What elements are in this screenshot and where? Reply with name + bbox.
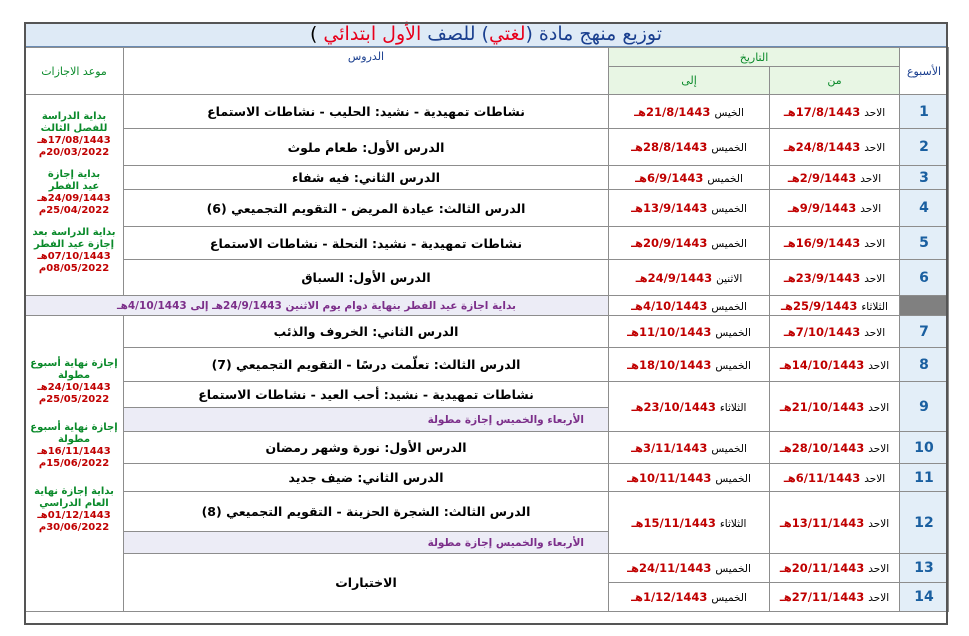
table-row: [25, 190, 949, 227]
lesson: نشاطات تمهيدية - نشيد: الحليب - نشاطات الاستماع: [124, 95, 609, 129]
from-date: الاحد9/9/1443هـ: [770, 190, 900, 227]
to-date: الخميس13/9/1443هـ: [609, 190, 770, 227]
from-date: الاحد16/9/1443هـ: [770, 227, 900, 260]
title-grade: الأول ابتدائي: [323, 23, 422, 45]
extended-holiday-note: الأربعاء والخميس إجازة مطولة: [124, 408, 609, 432]
from-date: الاحد14/10/1443هـ: [770, 348, 900, 382]
title-part3: ): [309, 23, 324, 45]
week-number: 3: [900, 166, 949, 190]
to-date: الخميس24/11/1443هـ: [609, 554, 770, 583]
week-number: 1: [900, 95, 949, 129]
table-row: [25, 432, 949, 464]
from-date: الاحد27/11/1443هـ: [770, 583, 900, 612]
to-date: الاثنين24/9/1443هـ: [609, 260, 770, 296]
from-date: الاحد23/9/1443هـ: [770, 260, 900, 296]
to-date: الخميس10/11/1443هـ: [609, 464, 770, 492]
header-vacations: موعد الاجازات: [25, 48, 124, 95]
lesson: الدرس الثالث: الشجرة الحزينة - التقويم التجميعي (8): [124, 492, 609, 532]
vacation-entry: بداية الدراسة بعد إجازة عيد الفطر 07/10/1443هـ 08/05/2022م: [32, 227, 116, 274]
table-row: [25, 348, 949, 382]
table-row: [25, 316, 949, 348]
week-number: 10: [900, 432, 949, 464]
week-number: 2: [900, 129, 949, 166]
week-number: 12: [900, 492, 949, 554]
from-date: الاحد20/11/1443هـ: [770, 554, 900, 583]
vacation-entry: بداية إجازة نهاية العام الدراسي 01/12/1443هـ 30/06/2022م: [34, 486, 114, 533]
lesson: الدرس الثالث: تعلّمت درسًا - التقويم التجميعي (7): [124, 348, 609, 382]
header-to: إلى: [609, 67, 770, 95]
title-subject: لغتي: [488, 23, 526, 45]
week-number: 7: [900, 316, 949, 348]
table-row: [25, 129, 949, 166]
week-number: 13: [900, 554, 949, 583]
from-date: الاحد21/10/1443هـ: [770, 382, 900, 432]
title-part1: توزيع منهج مادة (: [525, 23, 663, 45]
from-date: الاحد7/10/1443هـ: [770, 316, 900, 348]
table-row: [25, 464, 949, 492]
from-date: الاحد17/8/1443هـ: [770, 95, 900, 129]
to-date: الخميس6/9/1443هـ: [609, 166, 770, 190]
table-row: [25, 382, 949, 408]
to-date: الخميس18/10/1443هـ: [609, 348, 770, 382]
break-from-date: الثلاثاء25/9/1443هـ: [770, 296, 900, 316]
vacation-entry: بداية إجازة عيد الفطر 24/09/1443هـ 25/04/2022م: [37, 169, 111, 216]
week-number: 5: [900, 227, 949, 260]
week-number: 8: [900, 348, 949, 382]
week-number: 14: [900, 583, 949, 612]
from-date: الاحد6/11/1443هـ: [770, 464, 900, 492]
lesson: الدرس الأول: السباق: [124, 260, 609, 296]
to-date: الخميس1/12/1443هـ: [609, 583, 770, 612]
header-from: من: [770, 67, 900, 95]
table-row: [25, 227, 949, 260]
week-number: 9: [900, 382, 949, 432]
lesson: نشاطات تمهيدية - نشيد: النحلة - نشاطات الاستماع: [124, 227, 609, 260]
lesson: الدرس الثاني: الخروف والذئب: [124, 316, 609, 348]
to-date: الخميس11/10/1443هـ: [609, 316, 770, 348]
from-date: الاحد2/9/1443هـ: [770, 166, 900, 190]
to-date: الخيس21/8/1443هـ: [609, 95, 770, 129]
extended-holiday-note: الأربعاء والخميس إجازة مطولة: [124, 532, 609, 554]
break-week-cell: [900, 296, 949, 316]
header-week: الأسبوع: [900, 48, 949, 95]
week-number: 6: [900, 260, 949, 296]
to-date: الخميس28/8/1443هـ: [609, 129, 770, 166]
vacations-column-2: [25, 316, 124, 612]
table-row-break: [25, 296, 949, 316]
from-date: الاحد24/8/1443هـ: [770, 129, 900, 166]
vacation-entry: إجازة نهاية أسبوع مطولة 24/10/1443هـ 25/05/2022م: [30, 358, 118, 405]
lesson: نشاطات تمهيدية - نشيد: أحب العيد - نشاطات الاستماع: [124, 382, 609, 408]
table-row: [25, 554, 949, 583]
header-lessons: الدروس: [124, 48, 609, 95]
table-row: [25, 492, 949, 532]
from-date: الاحد13/11/1443هـ: [770, 492, 900, 554]
to-date: الثلاثاء15/11/1443هـ: [609, 492, 770, 554]
from-date: الاحد28/10/1443هـ: [770, 432, 900, 464]
lesson: الدرس الثالث: عيادة المريض - التقويم التجميعي (6): [124, 190, 609, 227]
lesson: الدرس الأول: طعام ملوث: [124, 129, 609, 166]
curriculum-table: [24, 47, 949, 612]
lesson: الدرس الثاني: فيه شفاء: [124, 166, 609, 190]
to-date: الخميس20/9/1443هـ: [609, 227, 770, 260]
exams-cell: الاختبارات: [124, 554, 609, 612]
vacations-column-1: [25, 95, 124, 296]
title-part2: ) للصف: [421, 23, 489, 45]
table-row: [25, 95, 949, 129]
vacation-entry: بداية الدراسة للفصل الثالث 17/08/1443هـ 20/03/2022م: [37, 111, 111, 158]
table-row: [25, 166, 949, 190]
to-date: الخميس3/11/1443هـ: [609, 432, 770, 464]
vacation-entry: إجازة نهاية أسبوع مطولة 16/11/1443هـ 15/06/2022م: [30, 422, 118, 469]
break-to-date: الخميس4/10/1443هـ: [609, 296, 770, 316]
eid-notice: بداية اجازة عيد الفطر بنهاية دوام يوم الاثنين 24/9/1443هـ إلى 4/10/1443هـ: [25, 296, 609, 316]
to-date: الثلاثاء23/10/1443هـ: [609, 382, 770, 432]
header-date: التاريخ: [609, 48, 900, 67]
table-row: [25, 260, 949, 296]
page-title: [24, 22, 948, 47]
lesson: الدرس الثاني: ضيف جديد: [124, 464, 609, 492]
lesson: الدرس الأول: نورة وشهر رمضان: [124, 432, 609, 464]
week-number: 11: [900, 464, 949, 492]
week-number: 4: [900, 190, 949, 227]
